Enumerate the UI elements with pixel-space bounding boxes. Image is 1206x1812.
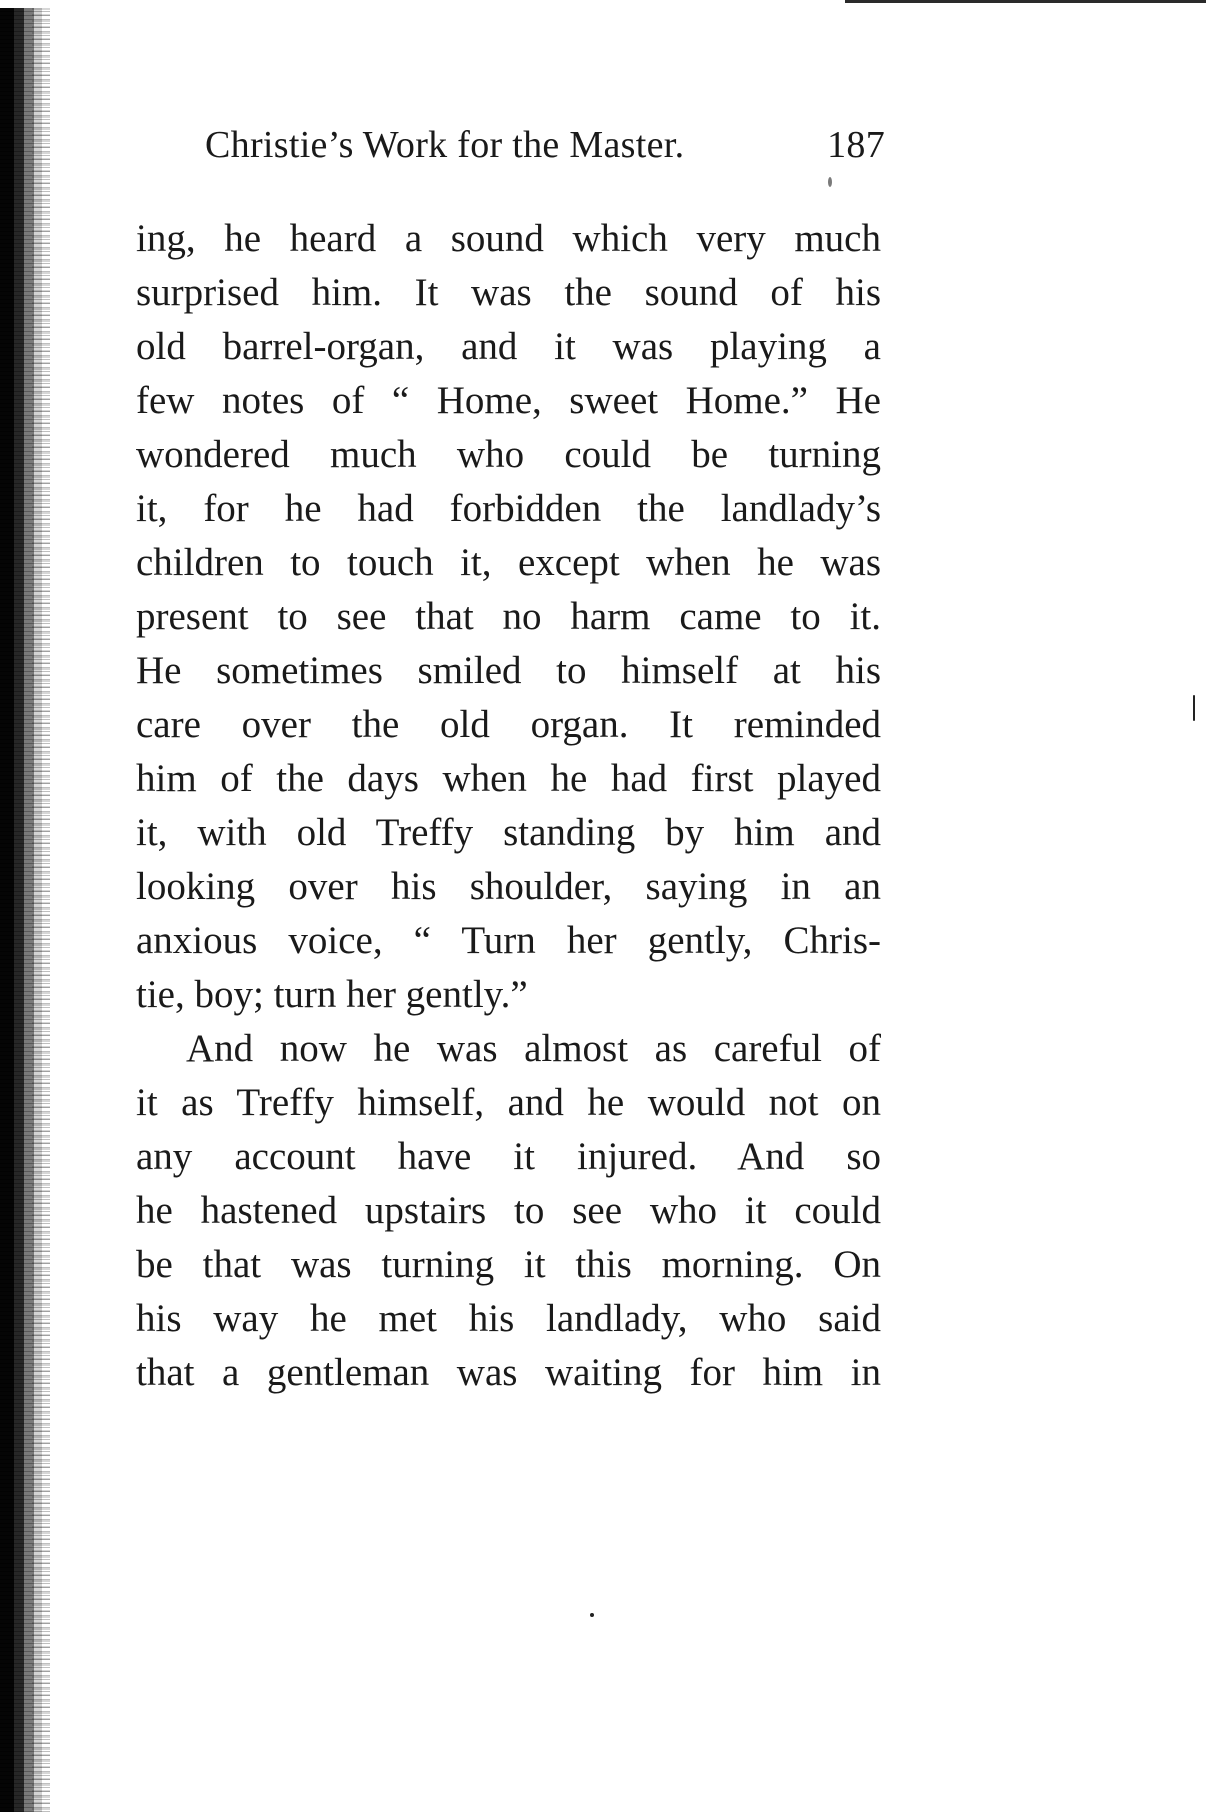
text-line: it, with old Treffy standing by him and — [136, 811, 881, 854]
ink-speck — [590, 1613, 594, 1617]
paragraph-start-line: And now he was almost as careful of — [186, 1027, 881, 1070]
ink-speck — [828, 177, 832, 187]
text-line: He sometimes smiled to himself at his — [136, 649, 881, 692]
text-line: few notes of “ Home, sweet Home.” He — [136, 379, 881, 422]
body-text — [136, 212, 881, 1400]
text-line: care over the old organ. It reminded — [136, 703, 881, 746]
text-line: present to see that no harm came to it. — [136, 595, 881, 638]
running-title: Christie’s Work for the Master. — [205, 124, 685, 166]
text-line: wondered much who could be turning — [136, 433, 881, 476]
text-line: that a gentleman was waiting for him in — [136, 1351, 881, 1394]
text-line: he hastened upstairs to see who it could — [136, 1189, 881, 1232]
ink-mark — [1193, 695, 1195, 721]
text-line: any account have it injured. And so — [136, 1135, 881, 1178]
top-border-line — [845, 0, 1206, 3]
page-number: 187 — [827, 124, 885, 166]
text-line: anxious voice, “ Turn her gently, Chris- — [136, 919, 881, 962]
text-line: tie, boy; turn her gently.” — [136, 973, 528, 1016]
text-line: it as Treffy himself, and he would not on — [136, 1081, 881, 1124]
text-line: ing, he heard a sound which very much — [136, 217, 881, 260]
text-line: him of the days when he had first played — [136, 757, 881, 800]
text-line: old barrel-organ, and it was playing a — [136, 325, 881, 368]
running-head — [205, 118, 885, 172]
text-line: his way he met his landlady, who said — [136, 1297, 881, 1340]
text-line: be that was turning it this morning. On — [136, 1243, 881, 1286]
text-line: looking over his shoulder, saying in an — [136, 865, 881, 908]
text-line: children to touch it, except when he was — [136, 541, 881, 584]
text-line: it, for he had forbidden the landlady’s — [136, 487, 881, 530]
book-binding-edge — [0, 8, 50, 1812]
text-line: surprised him. It was the sound of his — [136, 271, 881, 314]
